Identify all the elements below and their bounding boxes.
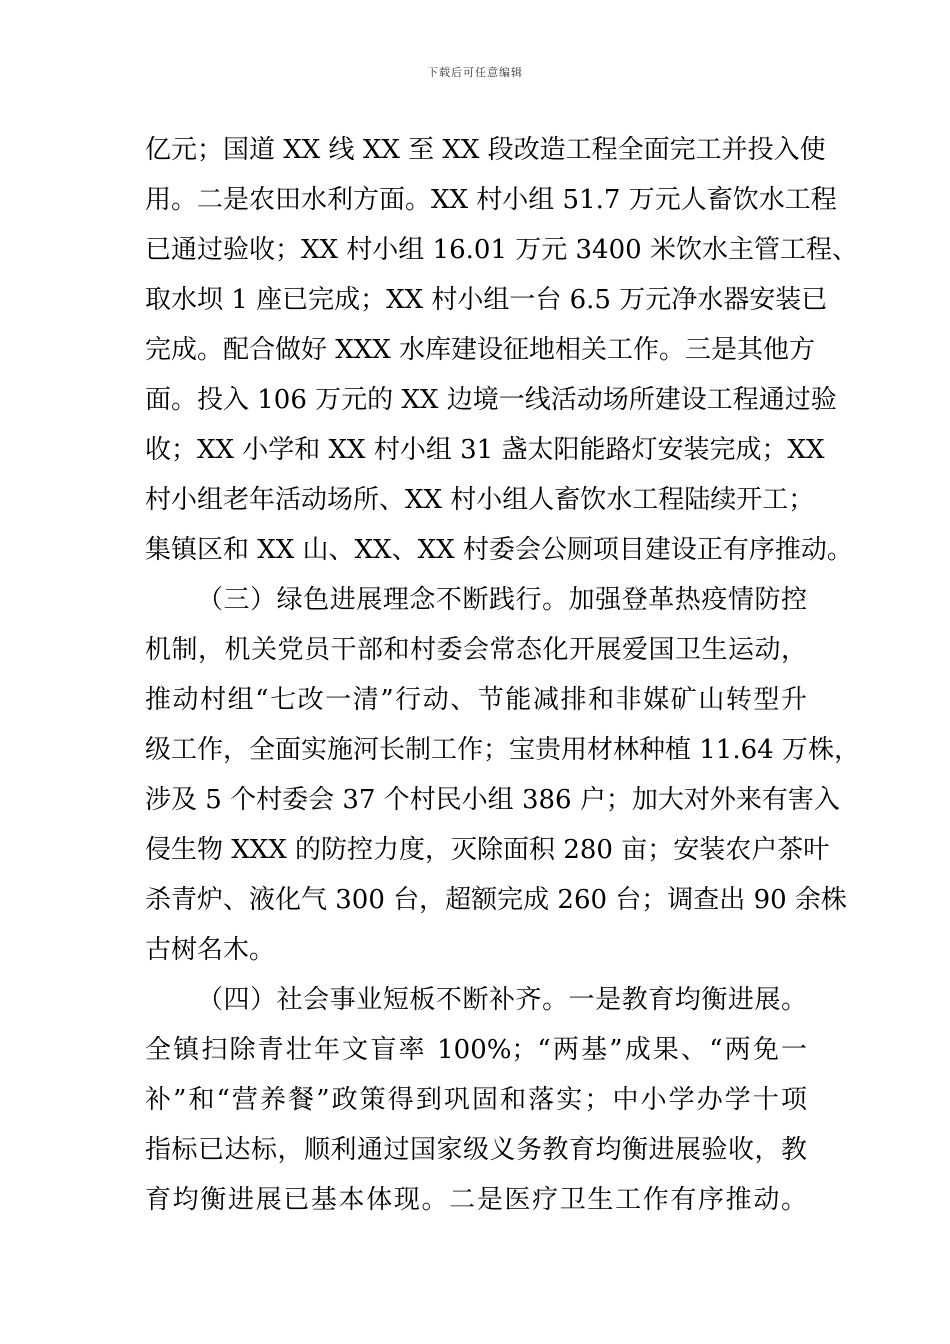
text-line: 收；XX 小学和 XX 村小组 31 盏太阳能路灯安装完成；XX <box>145 435 825 465</box>
text-line: 村小组老年活动场所、XX 村小组人畜饮水工程陆续开工； <box>145 485 815 515</box>
paragraph-heading-line: （三）绿色进展理念不断践行。加强登革热疫情防控 <box>197 585 807 615</box>
text-line: 补”和“营养餐”政策得到巩固和落实；中小学办学十项 <box>145 1085 807 1115</box>
text-line: 侵生物 XXX 的防控力度，灭除面积 280 亩；安装农户茶叶 <box>145 835 830 865</box>
text-line: 集镇区和 XX 山、XX、XX 村委会公厕项目建设正有序推动。 <box>145 535 853 565</box>
text-line: 全镇扫除青壮年文盲率 100%；“两基”成果、“两免一 <box>145 1035 807 1065</box>
text-line: 已通过验收；XX 村小组 16.01 万元 3400 米饮水主管工程、 <box>145 235 858 265</box>
text-line: 古树名木。 <box>145 935 276 965</box>
text-line: 完成。配合做好 XXX 水库建设征地相关工作。三是其他方 <box>145 335 816 365</box>
text-line: 亿元；国道 XX 线 XX 至 XX 段改造工程全面完工并投入使 <box>145 135 826 165</box>
text-line: 级工作，全面实施河长制工作；宝贵用材林种植 11.64 万株， <box>145 735 860 765</box>
page-header-note: 下载后可任意编辑 <box>427 66 523 79</box>
text-line: 涉及 5 个村委会 37 个村民小组 386 户；加大对外来有害入 <box>145 785 840 815</box>
text-line: 取水坝 1 座已完成；XX 村小组一台 6.5 万元净水器安装已 <box>145 285 828 315</box>
text-line: 杀青炉、液化气 300 台，超额完成 260 台；调查出 90 余株 <box>145 885 847 915</box>
text-line: 面。投入 106 万元的 XX 边境一线活动场所建设工程通过验 <box>145 385 837 415</box>
text-line: 机制，机关党员干部和村委会常态化开展爱国卫生运动， <box>145 635 807 665</box>
paragraph-heading-line: （四）社会事业短板不断补齐。一是教育均衡进展。 <box>197 985 807 1015</box>
text-line: 推动村组“七改一清”行动、节能减排和非媒矿山转型升 <box>145 685 807 715</box>
text-line: 用。二是农田水利方面。XX 村小组 51.7 万元人畜饮水工程 <box>145 185 837 215</box>
document-body <box>145 125 860 1225</box>
text-line: 指标已达标，顺利通过国家级义务教育均衡进展验收，教 <box>145 1135 807 1165</box>
text-line: 育均衡进展已基本体现。二是医疗卫生工作有序推动。 <box>145 1185 807 1215</box>
